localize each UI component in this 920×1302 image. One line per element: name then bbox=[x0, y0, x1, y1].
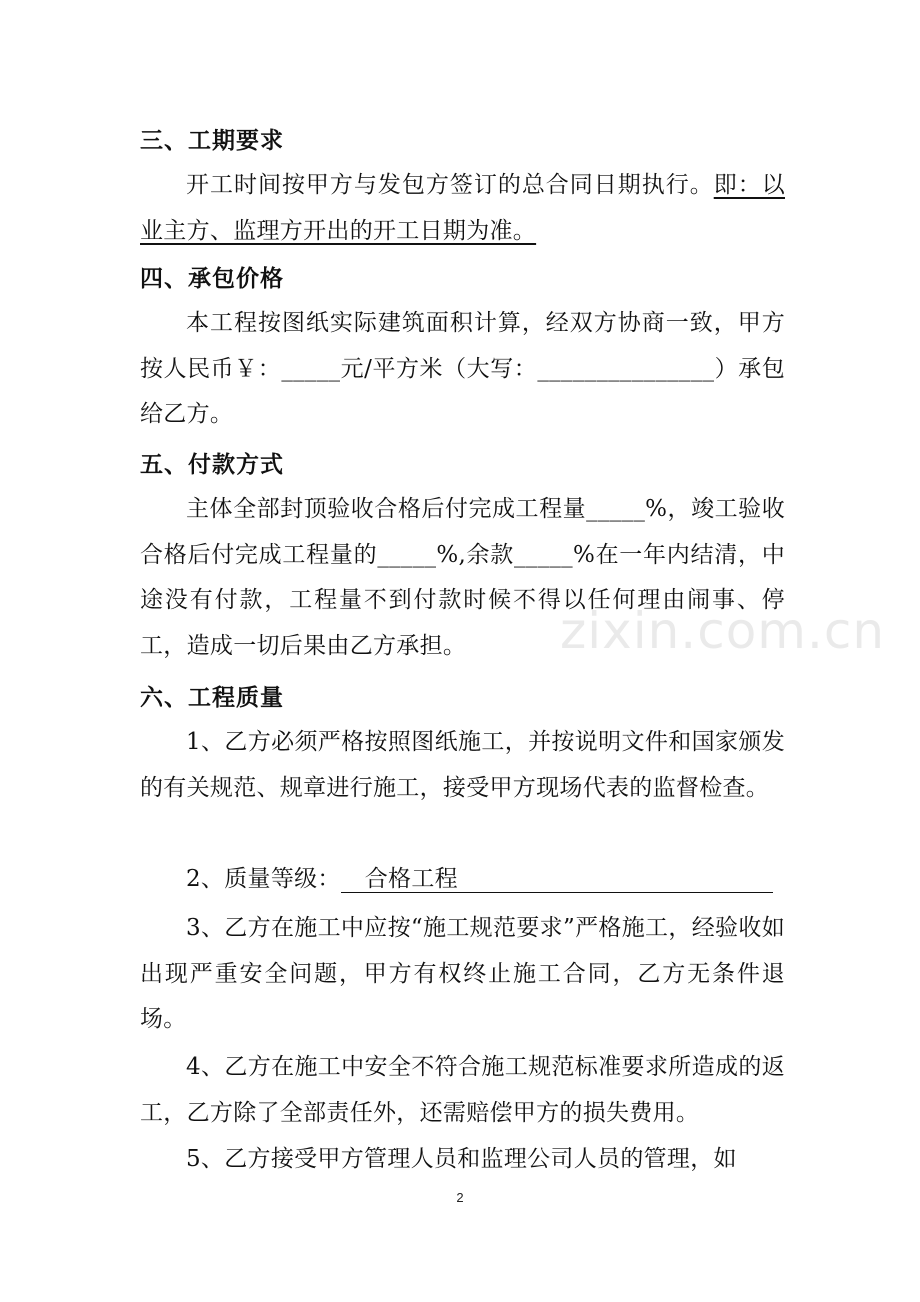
quality-grade-label: 2、质量等级： bbox=[186, 866, 341, 892]
schedule-underlined-text: 即：以业主方、监理方开出的开工日期为准。 bbox=[140, 172, 785, 244]
page-number: 2 bbox=[456, 1190, 464, 1205]
paragraph-schedule bbox=[140, 163, 785, 254]
schedule-text: 开工时间按甲方与发包方签订的总合同日期执行。 bbox=[186, 172, 714, 198]
quality-item-3: 3、乙方在施工中应按“施工规范要求”严格施工，经验收如出现严重安全问题，甲方有权终止施工合同，乙方无条件退场。 bbox=[140, 915, 785, 1032]
watermark: zixin.com.cn bbox=[560, 602, 886, 660]
heading-project-quality: 六、工程质量 bbox=[140, 685, 284, 711]
heading-contract-price: 四、承包价格 bbox=[140, 266, 284, 292]
quality-item-2 bbox=[140, 857, 785, 903]
quality-item-5: 5、乙方接受甲方管理人员和监理公司人员的管理，如 bbox=[186, 1146, 737, 1172]
quality-grade-value: 合格工程 bbox=[341, 866, 773, 893]
paragraph-contract-price: 本工程按图纸实际建筑面积计算，经双方协商一致，甲方按人民币￥：_____元/平方米（大写：_______________）承包给乙方。 bbox=[140, 310, 785, 427]
quality-item-1: 1、乙方必须严格按照图纸施工，并按说明文件和国家颁发的有关规范、规章进行施工，接受甲方现场代表的监督检查。 bbox=[140, 729, 785, 801]
heading-payment-method: 五、付款方式 bbox=[140, 452, 284, 478]
heading-schedule-requirements: 三、工期要求 bbox=[140, 128, 284, 154]
quality-item-4: 4、乙方在施工中安全不符合施工规范标准要求所造成的返工，乙方除了全部责任外，还需赔偿甲方的损失费用。 bbox=[140, 1054, 785, 1126]
paragraph-payment-method: 主体全部封顶验收合格后付完成工程量_____%，竣工验收合格后付完成工程量的_____%,余款_____%在一年内结清，中途没有付款，工程量不到付款时候不得以任何理由闹事、停工，造成一切后果由乙方承担。 bbox=[140, 496, 785, 659]
